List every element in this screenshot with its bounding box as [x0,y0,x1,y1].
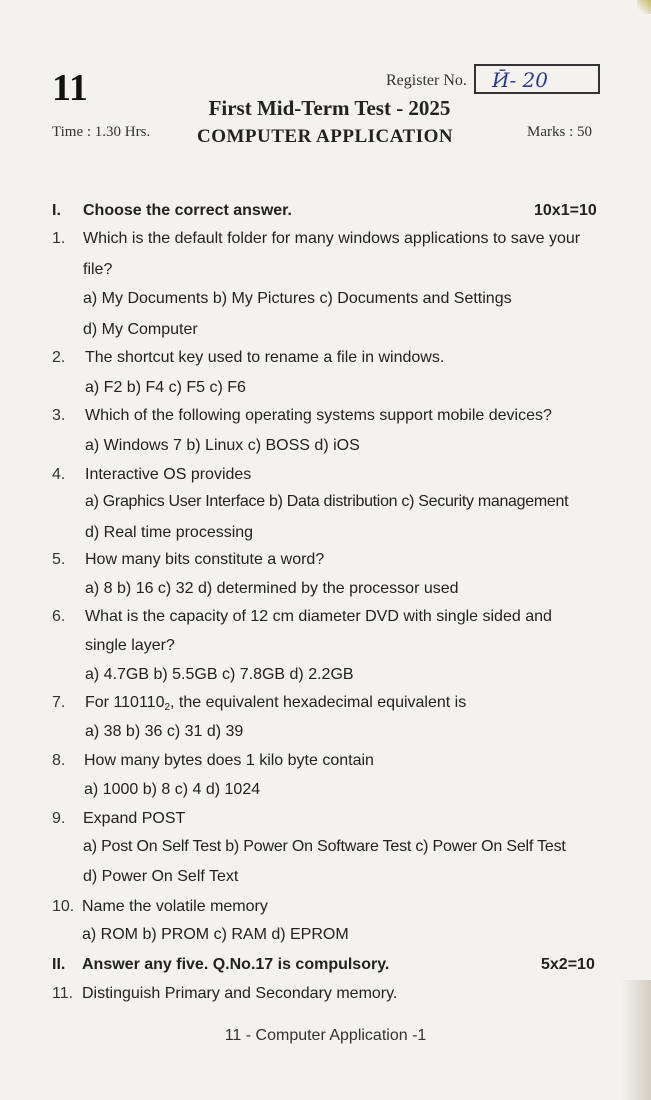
answer-options: d) My Computer [83,321,198,338]
section-1-heading: Choose the correct answer. [83,202,292,219]
question-text: file? [83,261,113,278]
answer-options: a) ROM b) PROM c) RAM d) EPROM [82,926,349,943]
question-text: Distinguish Primary and Secondary memory. [82,985,398,1002]
answer-options: a) 38 b) 36 c) 31 d) 39 [85,723,244,740]
question-text: Interactive OS provides [85,466,252,483]
exam-title: First Mid-Term Test - 2025 [208,96,451,120]
answer-options: d) Real time processing [85,524,254,541]
question-number: 3. [52,407,66,424]
answer-options: a) Graphics User Interface b) Data distribution c) Security management [85,493,569,510]
answer-options: a) 1000 b) 8 c) 4 d) 1024 [84,781,261,798]
question-number: 8. [52,752,66,769]
section-2-marks: 5x2=10 [541,956,595,973]
corner-shadow [637,0,651,14]
class-number: 11 [52,67,88,109]
section-1-marks: 10x1=10 [534,202,597,219]
question-number: 11. [52,985,74,1002]
answer-options: d) Power On Self Text [83,868,239,885]
time-label: Time : 1.30 Hrs. [52,124,151,140]
answer-options: a) Windows 7 b) Linux c) BOSS d) iOS [85,437,360,454]
question-number: 5. [52,551,66,568]
question-text: The shortcut key used to rename a file in windows. [85,349,445,366]
question-text: Name the volatile memory [82,898,268,915]
question-text: single layer? [85,637,175,654]
question-number: 4. [52,466,66,483]
question-number: 10. [52,898,75,915]
question-number: 7. [52,694,66,711]
answer-options: a) F2 b) F4 c) F5 c) F6 [85,379,246,396]
question-number: 2. [52,349,66,366]
question-number: 1. [52,230,66,247]
question-text: Expand POST [83,810,186,827]
question-number: 6. [52,608,66,625]
question-text: How many bits constitute a word? [85,551,325,568]
section-1-number: I. [52,202,61,219]
register-label: Register No. [386,72,467,89]
answer-options: a) 4.7GB b) 5.5GB c) 7.8GB d) 2.2GB [85,666,354,683]
question-text: Which is the default folder for many windows applications to save your [83,230,581,247]
register-number-box[interactable] [474,64,600,94]
answer-options: a) Post On Self Test b) Power On Software Test c) Power On Self Test [83,838,566,855]
subscript-base: 2 [164,702,171,713]
answer-options: a) 8 b) 16 c) 32 d) determined by the processor used [85,580,459,597]
question-text: For $110110_2$, the equivalent hexadecimal equivalent is [85,694,467,713]
marks-label: Marks : 50 [527,124,592,140]
page-footer: 11 - Computer Application -1 [224,1027,427,1044]
section-2-heading: Answer any five. Q.No.17 is compulsory. [82,956,390,973]
question-text: Which of the following operating systems support mobile devices? [85,407,552,424]
question-text: What is the capacity of 12 cm diameter DVD with single sided and [85,608,552,625]
section-2-number: II. [52,956,66,973]
register-number-value: Ӣ- 20 [492,68,549,92]
edge-shadow [621,980,651,1100]
subject-title: COMPUTER APPLICATION [197,126,454,147]
question-number: 9. [52,810,66,827]
question-text: How many bytes does 1 kilo byte contain [84,752,374,769]
answer-options: a) My Documents b) My Pictures c) Documents and Settings [83,290,512,307]
